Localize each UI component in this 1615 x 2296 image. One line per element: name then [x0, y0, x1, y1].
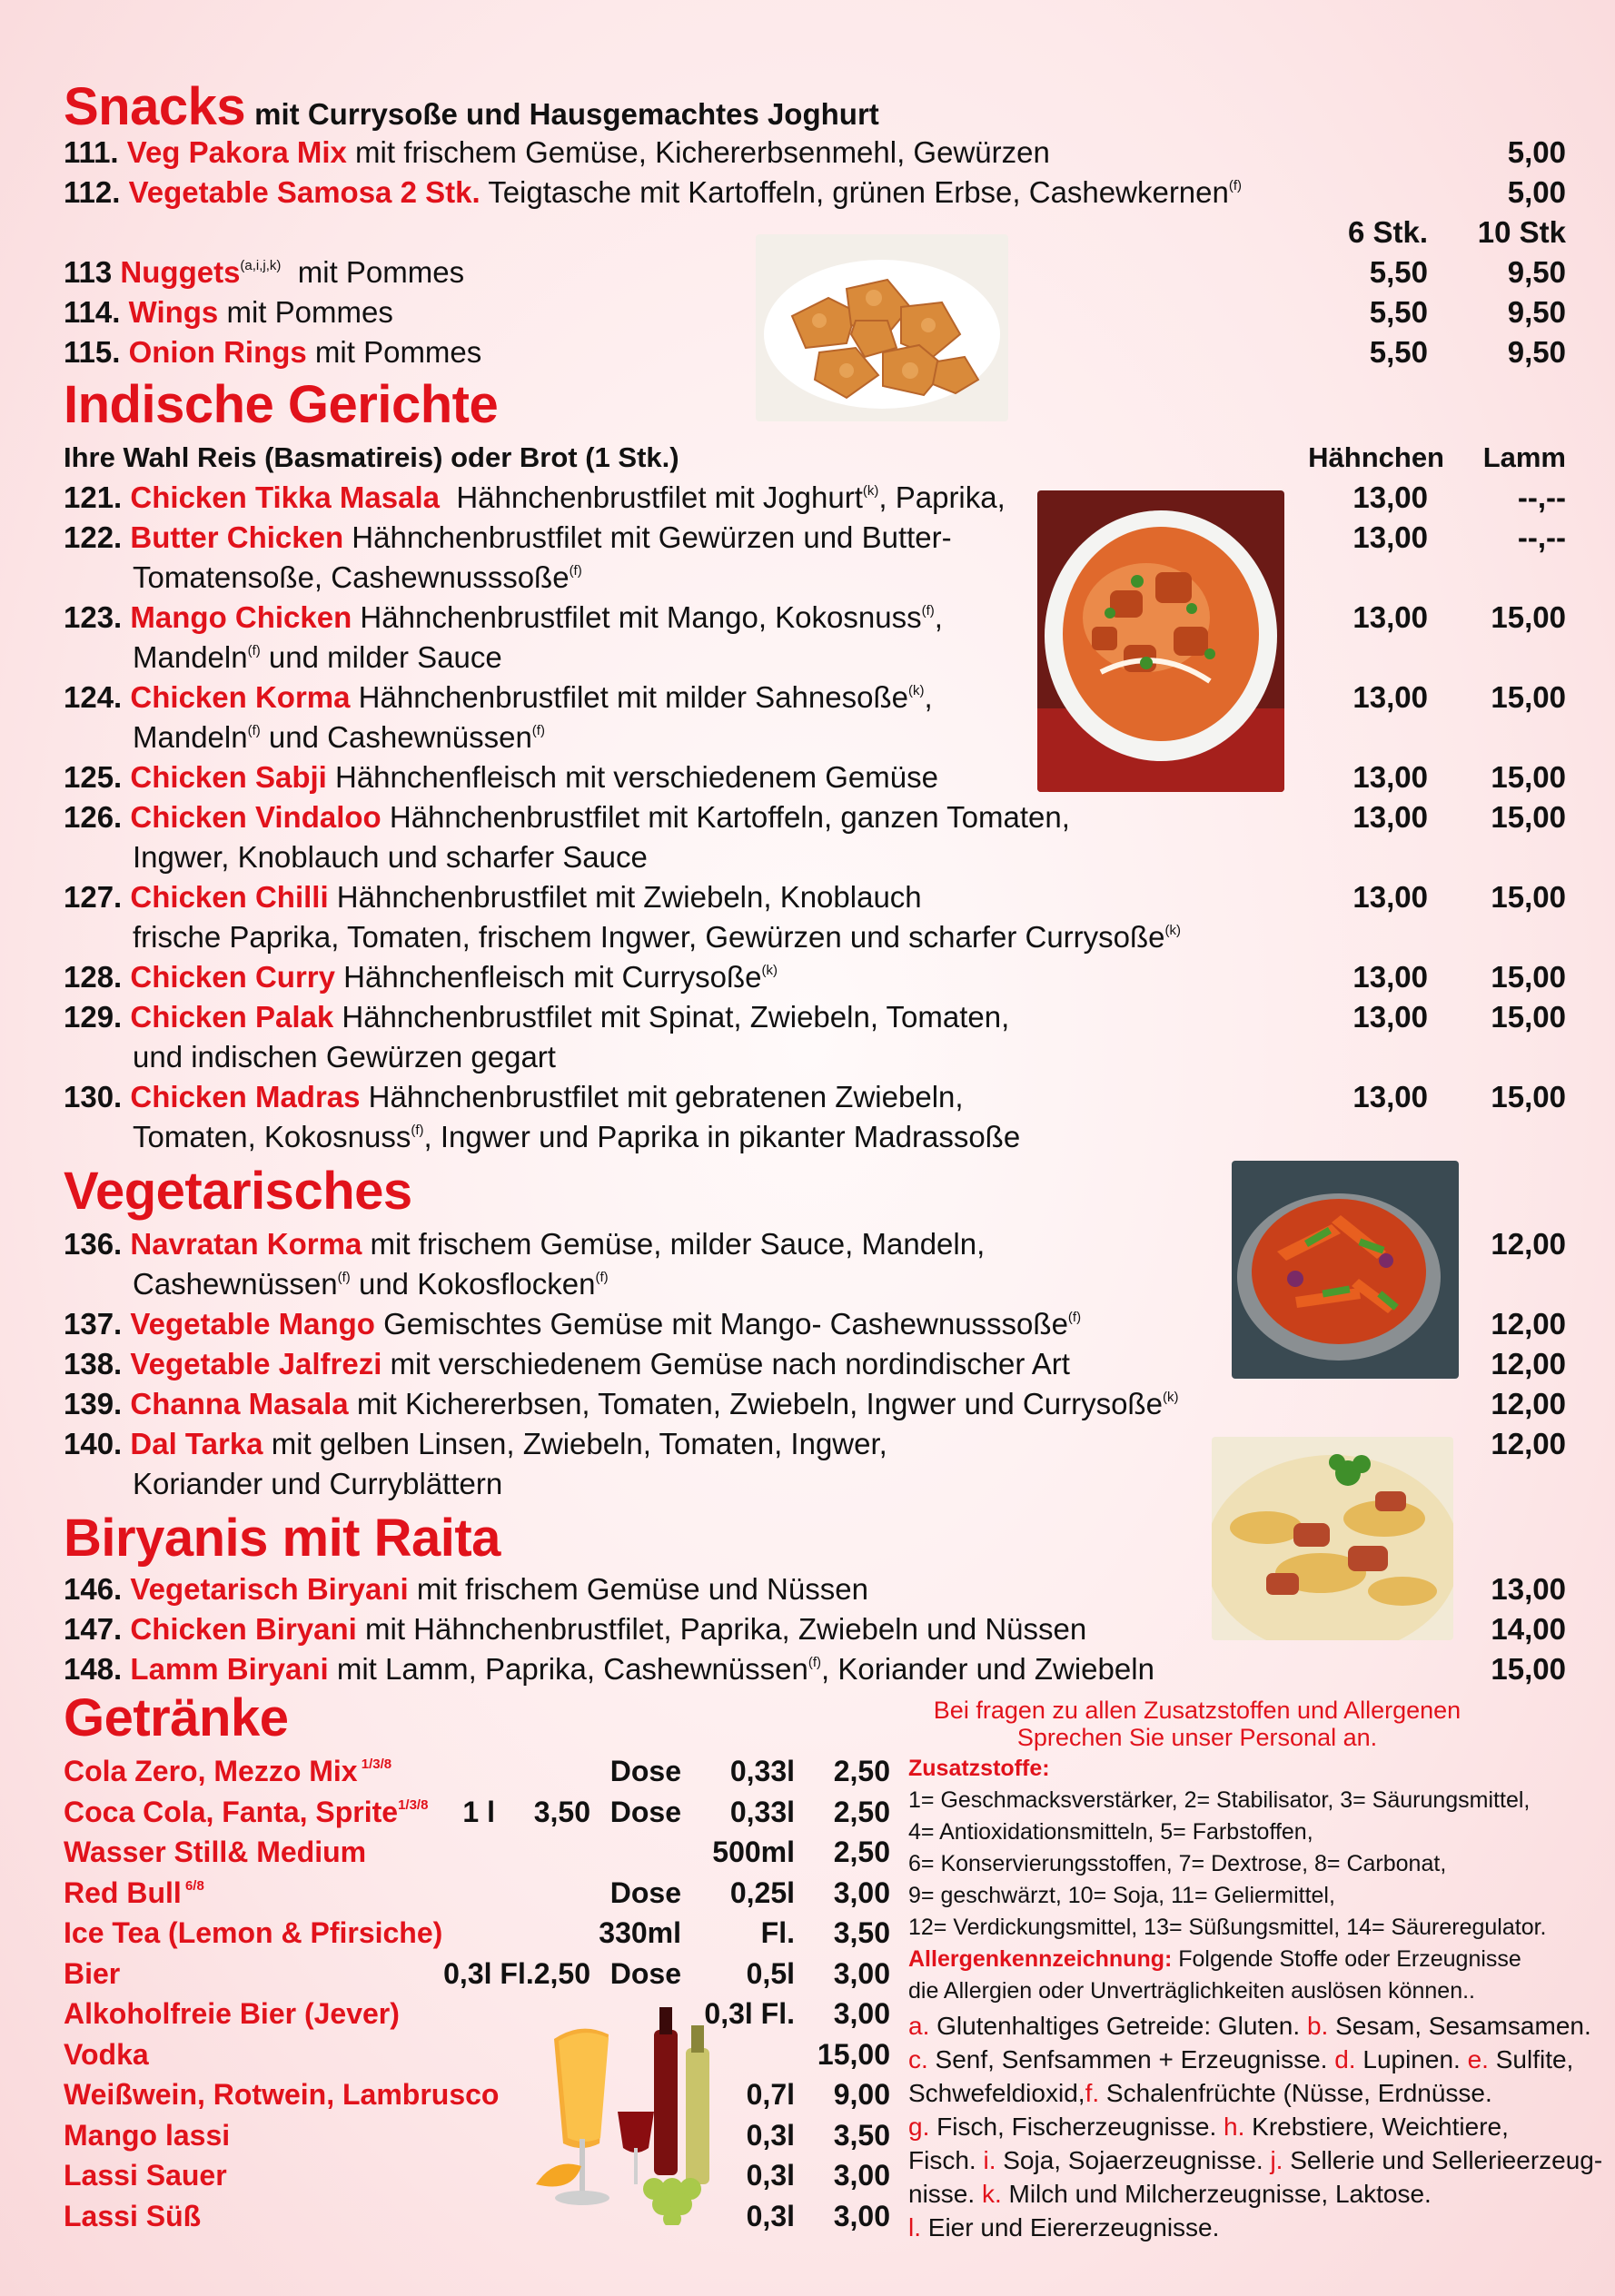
- price: 13,00: [1352, 680, 1428, 714]
- drink-name: Alkoholfreie Bier (Jever): [64, 1997, 400, 2030]
- drink-detail: 0,3l Fl.2,50: [443, 1957, 590, 1990]
- allergen-label-line: Allergenkennzeichnung: Folgende Stoffe oder Erzeugnisse: [908, 1946, 1521, 1972]
- vegetable-curry-photo: [1232, 1161, 1459, 1379]
- price: 15,00: [1491, 1652, 1566, 1686]
- price: 15,00: [1491, 880, 1566, 914]
- drink-detail: Dose: [609, 1796, 681, 1828]
- menu-item-130-cont: Tomaten, Kokosnuss$^{(f)}$, Ingwer und Paprika in pikanter Madrassoße: [133, 1120, 1021, 1153]
- price: 13,00: [1352, 880, 1428, 914]
- allergen-line: Fisch. i. Soja, Sojaerzeugnisse. j. Sellerie und Sellerieerzeug-: [908, 2146, 1603, 2174]
- menu-item-146: 146. Vegetarisch Biryani mit frischem Gemüse und Nüssen: [64, 1572, 868, 1606]
- menu-item-126-cont: Ingwer, Knoblauch und scharfer Sauce: [133, 840, 648, 874]
- price: 12,00: [1491, 1347, 1566, 1381]
- allergen-hint-line-1: Bei fragen zu allen Zusatzstoffen und Allergenen: [933, 1697, 1461, 1724]
- menu-item-140-cont: Koriander und Curryblättern: [133, 1467, 503, 1500]
- drink-price: 3,00: [833, 1957, 890, 1990]
- drink-detail: 0,25l: [729, 1876, 795, 1909]
- allergen-line: l. Eier und Eiererzeugnisse.: [908, 2213, 1220, 2242]
- menu-item-111: 111. Veg Pakora Mix mit frischem Gemüse, Kichererbsenmehl, Gewürzen: [64, 135, 1050, 169]
- drink-detail: 0,3l Fl.: [704, 1997, 795, 2030]
- drink-detail: 0,33l: [729, 1755, 795, 1787]
- price: 13,00: [1352, 520, 1428, 554]
- price: 14,00: [1491, 1612, 1566, 1646]
- price: 9,50: [1507, 335, 1566, 369]
- price: 15,00: [1491, 960, 1566, 994]
- menu-item-112: 112. Vegetable Samosa 2 Stk. Teigtasche mit Kartoffeln, grünen Erbse, Cashewkernen$^{(f)}$: [64, 175, 1243, 209]
- menu-item-123-cont: Mandeln$^{(f)}$ und milder Sauce: [133, 640, 502, 674]
- price: 15,00: [1491, 800, 1566, 834]
- menu-item-138: 138. Vegetable Jalfrezi mit verschiedenem Gemüse nach nordindischer Art: [64, 1347, 1070, 1381]
- indisch-title: Indische Gerichte: [64, 375, 499, 434]
- drink-name: Lassi Süß: [64, 2200, 202, 2232]
- drink-detail: 0,33l: [729, 1796, 795, 1828]
- price: 13,00: [1352, 600, 1428, 634]
- drink-price: 3,00: [833, 1876, 890, 1909]
- menu-item-124: 124. Chicken Korma Hähnchenbrustfilet mit milder Sahnesoße$^{(k)}$,: [64, 680, 933, 714]
- allergen-line: c. Senf, Senfsammen + Erzeugnisse. d. Lupinen. e. Sulfite,: [908, 2045, 1574, 2073]
- menu-item-129-cont: und indischen Gewürzen gegart: [133, 1040, 556, 1074]
- price: 15,00: [1491, 760, 1566, 794]
- menu-item-122-cont: Tomatensoße, Cashewnusssoße$^{(f)}$: [133, 560, 582, 594]
- menu-item-127-cont: frische Paprika, Tomaten, frischem Ingwer, Gewürzen und scharfer Currysoße$^{(k)}$: [133, 920, 1182, 954]
- price: 13,00: [1491, 1572, 1566, 1606]
- drink-detail: 0,5l: [746, 1957, 795, 1990]
- menu-item-147: 147. Chicken Biryani mit Hähnchenbrustfilet, Paprika, Zwiebeln und Nüssen: [64, 1612, 1087, 1646]
- allergen-line: Schwefeldioxid,f. Schalenfrüchte (Nüsse, Erdnüsse.: [908, 2079, 1492, 2107]
- price: 5,50: [1369, 295, 1428, 329]
- veg-title: Vegetarisches: [64, 1162, 412, 1221]
- drink-detail: 0,3l: [746, 2200, 795, 2232]
- price: 13,00: [1352, 1080, 1428, 1113]
- price: 12,00: [1491, 1227, 1566, 1261]
- zusatz-line: 9= geschwärzt, 10= Soja, 11= Geliermittel,: [908, 1883, 1335, 1908]
- snacks-title: Snacks mit Currysoße und Hausgemachtes Joghurt: [64, 77, 879, 136]
- menu-item-140: 140. Dal Tarka mit gelben Linsen, Zwiebeln, Tomaten, Ingwer,: [64, 1427, 887, 1460]
- price: 13,00: [1352, 480, 1428, 514]
- drink-name: Red Bull $^{6/8}$: [64, 1876, 204, 1909]
- menu-item-139: 139. Channa Masala mit Kichererbsen, Tomaten, Zwiebeln, Ingwer und Currysoße$^{(k)}$: [64, 1387, 1179, 1420]
- price: 15,00: [1491, 1080, 1566, 1113]
- drink-name: Mango lassi: [64, 2119, 231, 2152]
- drink-name: Weißwein, Rotwein, Lambrusco: [64, 2078, 500, 2111]
- drink-price: 3,00: [833, 2200, 890, 2232]
- price: 13,00: [1352, 760, 1428, 794]
- drink-price: 2,50: [833, 1755, 890, 1787]
- price: 9,50: [1507, 295, 1566, 329]
- drink-name: Coca Cola, Fanta, Sprite$^{1/3/8}$: [64, 1796, 429, 1828]
- price: 5,00: [1507, 135, 1566, 169]
- menu-item-123: 123. Mango Chicken Hähnchenbrustfilet mit Mango, Kokosnuss$^{(f)}$,: [64, 600, 943, 634]
- menu-item-137: 137. Vegetable Mango Gemischtes Gemüse mit Mango- Cashewnusssoße$^{(f)}$: [64, 1307, 1082, 1341]
- drink-name: Bier: [64, 1957, 121, 1990]
- drink-name: Wasser Still& Medium: [64, 1836, 367, 1868]
- price: 5,50: [1369, 335, 1428, 369]
- price: --,--: [1517, 520, 1566, 554]
- price: 13,00: [1352, 960, 1428, 994]
- zusatz-line: 4= Antioxidationsmitteln, 5= Farbstoffen,: [908, 1819, 1313, 1845]
- drink-detail: Dose: [609, 1957, 681, 1990]
- drink-price: 15,00: [817, 2038, 890, 2071]
- allergen-line: g. Fisch, Fischerzeugnisse. h. Krebstiere, Weichtiere,: [908, 2113, 1509, 2141]
- drink-price: 3,50: [833, 1916, 890, 1949]
- price: 5,00: [1507, 175, 1566, 209]
- menu-item-148: 148. Lamm Biryani mit Lamm, Paprika, Cashewnüssen$^{(f)}$, Koriander und Zwiebeln: [64, 1652, 1154, 1686]
- zusatzstoffe-label: Zusatzstoffe:: [908, 1756, 1050, 1781]
- zusatz-line: 1= Geschmacksverstärker, 2= Stabilisator, 3= Säurungsmittel,: [908, 1787, 1531, 1813]
- drink-detail: Fl.: [760, 1916, 795, 1949]
- menu-item-136: 136. Navratan Korma mit frischem Gemüse, milder Sauce, Mandeln,: [64, 1227, 986, 1261]
- menu-item-126: 126. Chicken Vindaloo Hähnchenbrustfilet mit Kartoffeln, ganzen Tomaten,: [64, 800, 1070, 834]
- price: 9,50: [1507, 255, 1566, 289]
- menu-item-130: 130. Chicken Madras Hähnchenbrustfilet mit gebratenen Zwiebeln,: [64, 1080, 964, 1113]
- nuggets-photo: [756, 234, 1008, 421]
- allergen-intro-line: die Allergien oder Unverträglichkeiten auslösen können..: [908, 1978, 1475, 2004]
- menu-item-128: 128. Chicken Curry Hähnchenfleisch mit Currysoße$^{(k)}$: [64, 960, 778, 994]
- menu-item-115: 115. Onion Rings mit Pommes: [64, 335, 482, 369]
- price: 13,00: [1352, 800, 1428, 834]
- drink-price: 2,50: [833, 1796, 890, 1828]
- menu-item-127: 127. Chicken Chilli Hähnchenbrustfilet mit Zwiebeln, Knoblauch: [64, 880, 922, 914]
- menu-item-124-cont: Mandeln$^{(f)}$ und Cashewnüssen$^{(f)}$: [133, 720, 545, 754]
- column-header-haehnchen: Hähnchen: [1308, 441, 1444, 473]
- drink-detail: 0,3l: [746, 2159, 795, 2192]
- price: 15,00: [1491, 1000, 1566, 1034]
- menu-item-122: 122. Butter Chicken Hähnchenbrustfilet mit Gewürzen und Butter-: [64, 520, 952, 554]
- price: --,--: [1517, 480, 1566, 514]
- menu-item-121: 121. Chicken Tikka Masala Hähnchenbrustfilet mit Joghurt$^{(k)}$, Paprika,: [64, 480, 1006, 514]
- menu-item-136-cont: Cashewnüssen$^{(f)}$ und Kokosflocken$^{(f)}$: [133, 1267, 609, 1301]
- allergen-line: nisse. k. Milch und Milcherzeugnisse, Laktose.: [908, 2180, 1432, 2208]
- menu-item-125: 125. Chicken Sabji Hähnchenfleisch mit verschiedenem Gemüse: [64, 760, 938, 794]
- price: 12,00: [1491, 1387, 1566, 1420]
- drink-detail: 0,3l: [746, 2119, 795, 2152]
- drink-price: 9,00: [833, 2078, 890, 2111]
- drinks-title: Getränke: [64, 1688, 289, 1747]
- drink-detail: 1 l: [462, 1796, 495, 1828]
- menu-item-113: 113 Nuggets$^{(a,i,j,k)}$ mit Pommes: [64, 255, 465, 289]
- price: 13,00: [1352, 1000, 1428, 1034]
- column-header-10: 10 Stk: [1477, 215, 1566, 249]
- drink-name: Ice Tea (Lemon & Pfirsiche): [64, 1916, 443, 1949]
- drink-detail: 3,50: [533, 1796, 590, 1828]
- column-header-6: 6 Stk.: [1347, 215, 1428, 249]
- drinks-photo: [536, 2003, 772, 2225]
- drink-detail: 330ml: [599, 1916, 681, 1949]
- drink-detail: 0,7l: [746, 2078, 795, 2111]
- drink-price: 3,50: [833, 2119, 890, 2152]
- drink-detail: Dose: [609, 1755, 681, 1787]
- price: 15,00: [1491, 600, 1566, 634]
- zusatz-line: 6= Konservierungsstoffen, 7= Dextrose, 8= Carbonat,: [908, 1851, 1447, 1876]
- biryani-photo: [1212, 1437, 1453, 1640]
- zusatz-line: 12= Verdickungsmittel, 13= Süßungsmittel, 14= Säureregulator.: [908, 1915, 1547, 1940]
- menu-item-129: 129. Chicken Palak Hähnchenbrustfilet mit Spinat, Zwiebeln, Tomaten,: [64, 1000, 1010, 1034]
- allergen-hint-line-2: Sprechen Sie unser Personal an.: [1016, 1724, 1378, 1751]
- price: 12,00: [1491, 1427, 1566, 1460]
- price: 12,00: [1491, 1307, 1566, 1341]
- column-header-lamm: Lamm: [1482, 441, 1566, 473]
- butter-chicken-photo: [1037, 490, 1284, 792]
- drink-price: 3,00: [833, 2159, 890, 2192]
- snacks-subtitle: mit Currysoße und Hausgemachtes Joghurt: [254, 97, 879, 131]
- allergen-line: a. Glutenhaltiges Getreide: Gluten. b. Sesam, Sesamsamen.: [908, 2012, 1591, 2040]
- drink-price: 3,00: [833, 1997, 890, 2030]
- price: 5,50: [1369, 255, 1428, 289]
- drink-detail: Dose: [609, 1876, 681, 1909]
- menu-item-114: 114. Wings mit Pommes: [64, 295, 393, 329]
- drink-name: Vodka: [64, 2038, 149, 2071]
- drink-detail: 500ml: [712, 1836, 795, 1868]
- drink-name: Cola Zero, Mezzo Mix $^{1/3/8}$: [64, 1755, 392, 1787]
- biryani-title: Biryanis mit Raita: [64, 1509, 500, 1568]
- indisch-intro: Ihre Wahl Reis (Basmatireis) oder Brot (1 Stk.): [64, 441, 679, 473]
- drink-name: Lassi Sauer: [64, 2159, 227, 2192]
- price: 15,00: [1491, 680, 1566, 714]
- drink-price: 2,50: [833, 1836, 890, 1868]
